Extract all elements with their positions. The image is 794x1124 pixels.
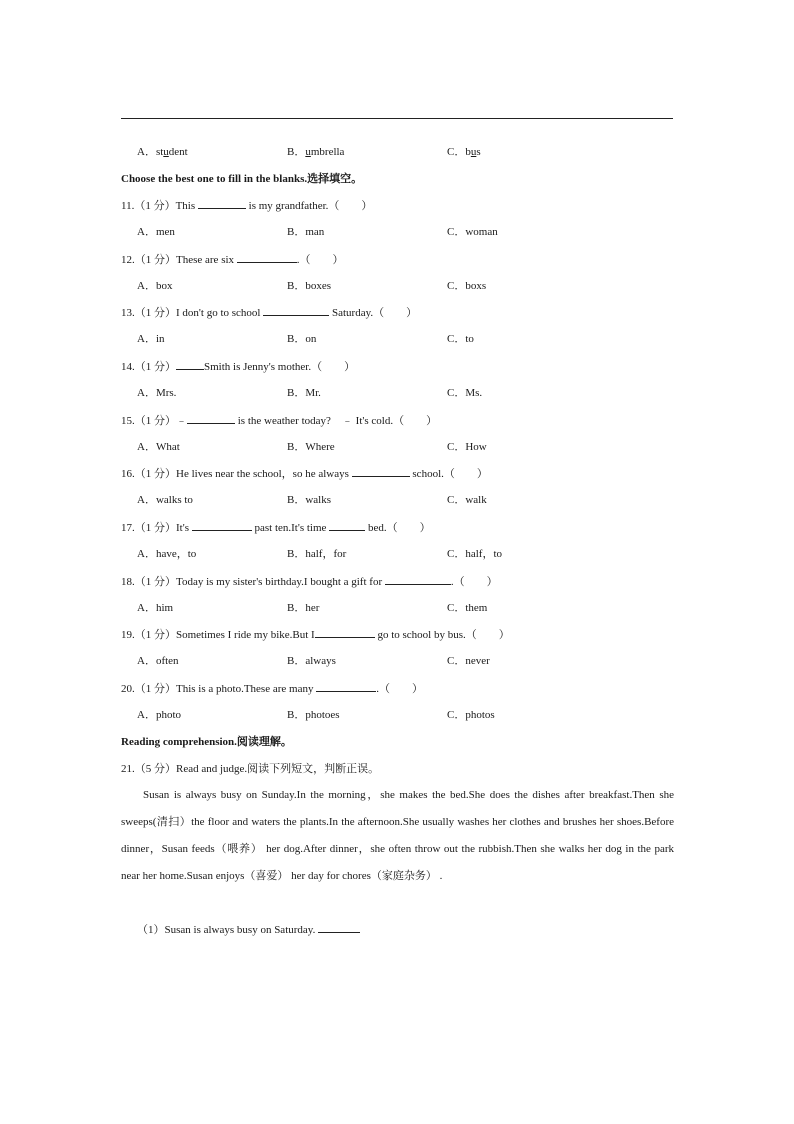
question-12: 12.（1 分）These are six .（ ） [121,254,344,266]
q10-option-a[interactable]: A．student [137,146,188,158]
question-18: 18.（1 分）Today is my sister's birthday.I bought a gift for .（ ） [121,576,498,588]
q11-option-c[interactable]: C．woman [447,226,498,238]
q10-option-b[interactable]: B．umbrella [287,146,345,158]
q20-option-b[interactable]: B．photoes [287,709,340,721]
answer-blank[interactable] [198,198,246,209]
question-21-title: 21.（5 分）Read and judge.阅读下列短文，判断正误。 [121,763,380,775]
q17-option-b[interactable]: B．half，for [287,548,347,560]
q17-option-a[interactable]: A．have，to [137,548,197,560]
q13-option-c[interactable]: C．to [447,333,474,345]
sub-question-1: （1）Susan is always busy on Saturday. [137,922,360,937]
answer-blank[interactable] [329,520,365,531]
q18-option-b[interactable]: B．her [287,602,320,614]
q11-option-b[interactable]: B．man [287,226,325,238]
q15-option-c[interactable]: C．How [447,441,487,453]
answer-blank[interactable] [176,359,204,370]
q14-option-b[interactable]: B．Mr. [287,387,321,399]
q15-option-b[interactable]: B．Where [287,441,335,453]
q15-option-a[interactable]: A．What [137,441,180,453]
answer-blank[interactable] [187,413,235,424]
q19-option-c[interactable]: C．never [447,655,490,667]
q10-option-c[interactable]: C．bus [447,146,481,158]
q12-option-a[interactable]: A．box [137,280,173,292]
answer-blank[interactable] [237,252,297,263]
question-15: 15.（1 分）﹣ is the weather today? ﹣ It's cold.（ ） [121,415,438,427]
question-14: 14.（1 分） Smith is Jenny's mother.（ ） [121,361,356,373]
q11-option-a[interactable]: A．men [137,226,175,238]
answer-blank[interactable] [316,681,376,692]
answer-blank[interactable] [315,627,375,638]
answer-blank[interactable] [263,305,329,316]
question-11: 11.（1 分）This is my grandfather.（ ） [121,200,373,212]
q13-option-a[interactable]: A．in [137,333,165,345]
q18-option-c[interactable]: C．them [447,602,488,614]
section-reading-heading: Reading comprehension.阅读理解。 [121,736,292,748]
answer-blank[interactable] [318,922,360,933]
answer-blank[interactable] [192,520,252,531]
reading-passage: Susan is always busy on Sunday.In the morning，she makes the bed.She does the dishes after breakfast.Then she sweeps(清扫）the floor and waters the plants.In the afternoon.She usually washes her clothes and brushes her shoes.Before dinner，Susan feeds（喂养） her dog.After dinner，she often throw out the rubbish.Then she walks her dog in the park near her home.Susan enjoys（喜爱） her day for chores（家庭杂务） . [121,789,674,882]
q12-option-c[interactable]: C．boxs [447,280,487,292]
q19-option-a[interactable]: A．often [137,655,179,667]
q18-option-a[interactable]: A．him [137,602,174,614]
q12-option-b[interactable]: B．boxes [287,280,331,292]
q20-option-c[interactable]: C．photos [447,709,495,721]
q19-option-b[interactable]: B．always [287,655,336,667]
answer-blank[interactable] [385,574,451,585]
q16-option-b[interactable]: B．walks [287,494,331,506]
q14-option-a[interactable]: A．Mrs. [137,387,177,399]
question-16: 16.（1 分）He lives near the school，so he always school.（ ） [121,468,488,480]
question-13: 13.（1 分）I don't go to school Saturday.（ ） [121,307,418,319]
q17-option-c[interactable]: C．half，to [447,548,502,560]
q16-option-c[interactable]: C．walk [447,494,487,506]
q13-option-b[interactable]: B．on [287,333,317,345]
question-20: 20.（1 分）This is a photo.These are many .（ ） [121,683,423,695]
section-choose-heading: Choose the best one to fill in the blanks.选择填空。 [121,173,363,185]
q14-option-c[interactable]: C．Ms. [447,387,483,399]
header-rule [121,118,673,119]
q20-option-a[interactable]: A．photo [137,709,181,721]
question-17: 17.（1 分）It's past ten.It's time bed.（ ） [121,522,431,534]
q16-option-a[interactable]: A．walks to [137,494,193,506]
answer-blank[interactable] [352,466,410,477]
question-19: 19.（1 分）Sometimes I ride my bike.But I go to school by bus.（ ） [121,629,510,641]
